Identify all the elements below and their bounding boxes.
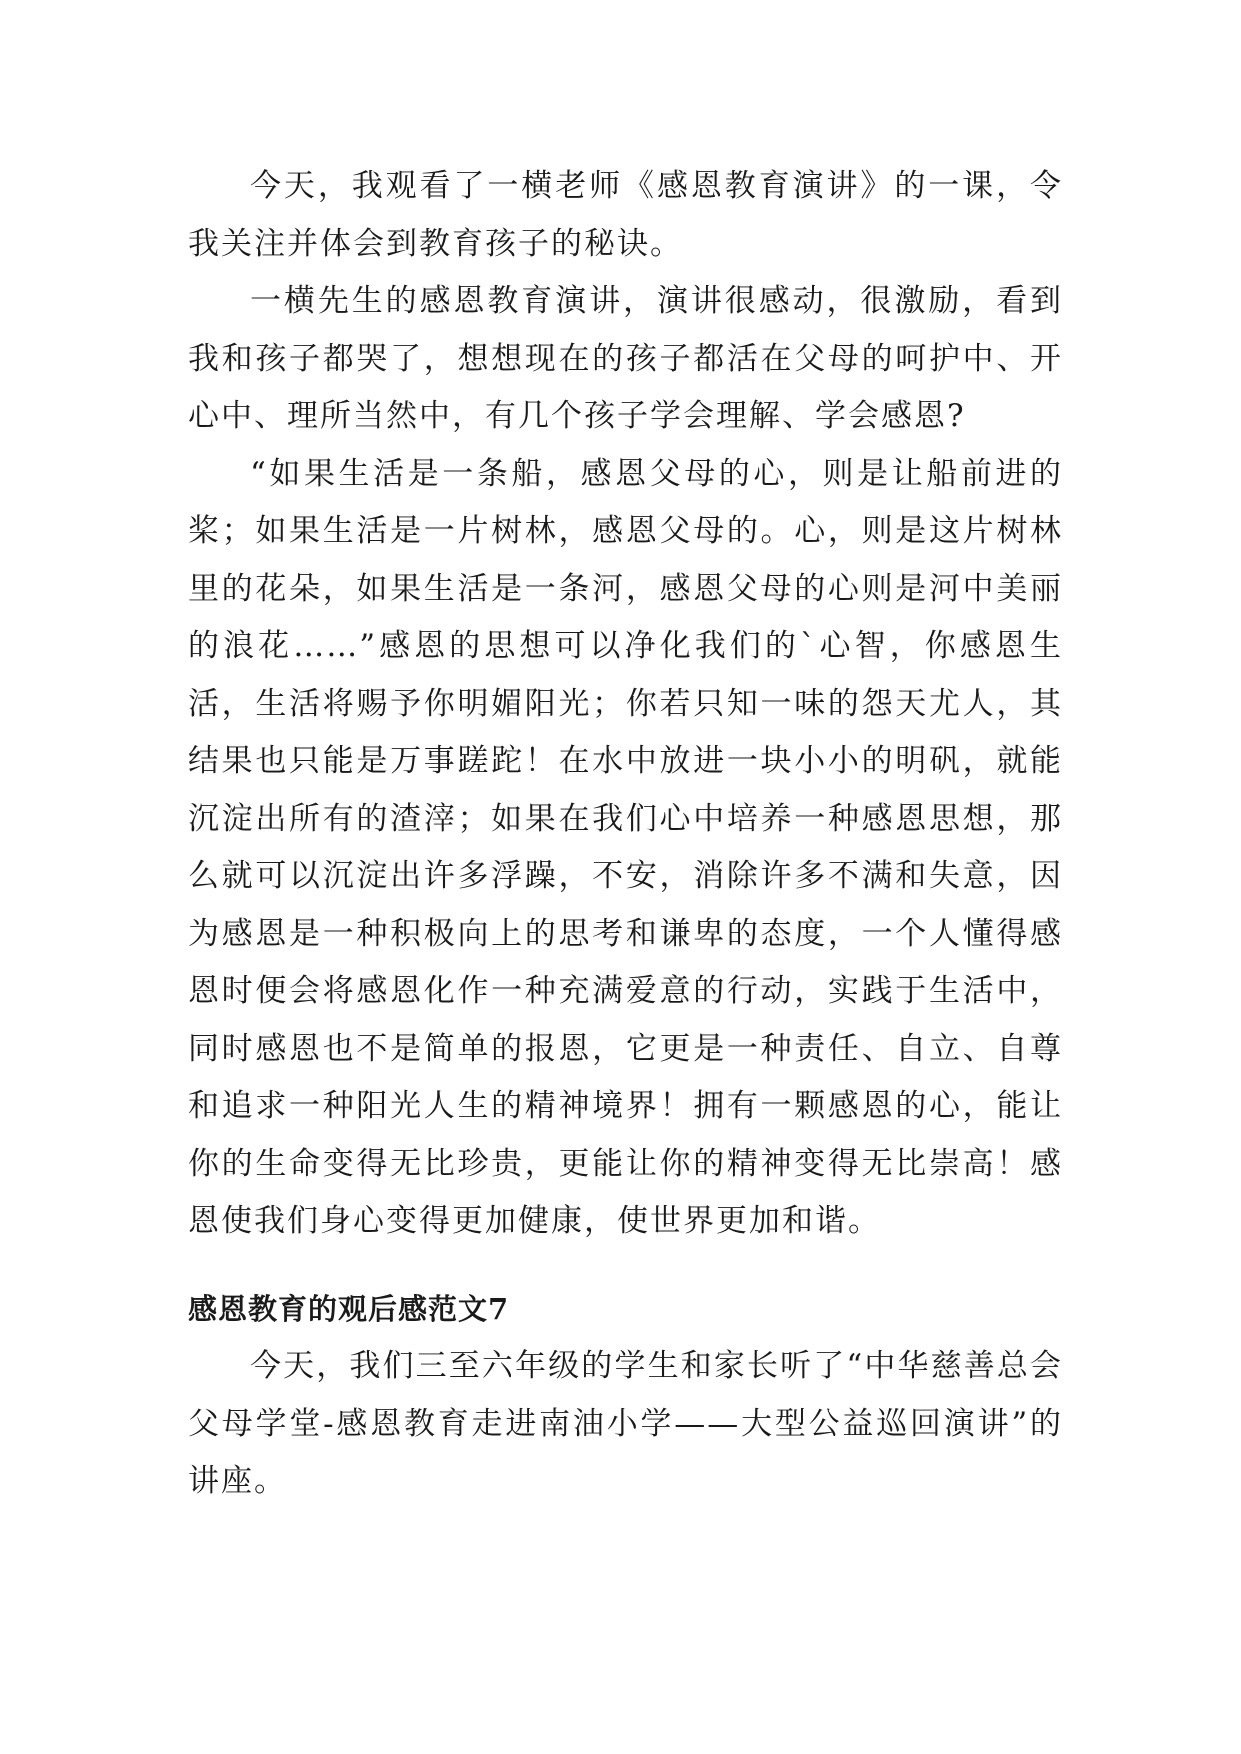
document-page bbox=[188, 158, 1063, 1511]
paragraph-gratitude-essay: “如果生活是一条船，感恩父母的心，则是让船前进的桨；如果生活是一片树林，感恩父母的。心，则是这片树林里的花朵，如果生活是一条河，感恩父母的心则是河中美丽的浪花……”感恩的思想可以净化我们的`心智，你感恩生活，生活将赐予你明媚阳光；你若只知一味的怨天尤人，其结果也只能是万事蹉跎！在水中放进一块小小的明矾，就能沉淀出所有的渣滓；如果在我们心中培养一种感恩思想，那么就可以沉淀出许多浮躁，不安，消除许多不满和失意，因为感恩是一种积极向上的思考和谦卑的态度，一个人懂得感恩时便会将感恩化作一种充满爱意的行动，实践于生活中，同时感恩也不是简单的报恩，它更是一种责任、自立、自尊和追求一种阳光人生的精神境界！拥有一颗感恩的心，能让你的生命变得无比珍贵，更能让你的精神变得无比崇高！感恩使我们身心变得更加健康，使世界更加和谐。 bbox=[188, 455, 1063, 1239]
paragraph-section-intro: 今天，我们三至六年级的学生和家长听了“中华慈善总会父母学堂-感恩教育走进南油小学——大型公益巡回演讲”的讲座。 bbox=[188, 1348, 1063, 1499]
paragraph-intro: 今天，我观看了一横老师《感恩教育演讲》的一课，令我关注并体会到教育孩子的秘诀。 bbox=[188, 168, 1063, 262]
section-heading: 感恩教育的观后感范文7 bbox=[188, 1291, 510, 1326]
paragraph-lecture-reflection: 一横先生的感恩教育演讲，演讲很感动，很激励，看到我和孩子都哭了，想想现在的孩子都活在父母的呵护中、开心中、理所当然中，有几个孩子学会理解、学会感恩? bbox=[188, 283, 1063, 434]
